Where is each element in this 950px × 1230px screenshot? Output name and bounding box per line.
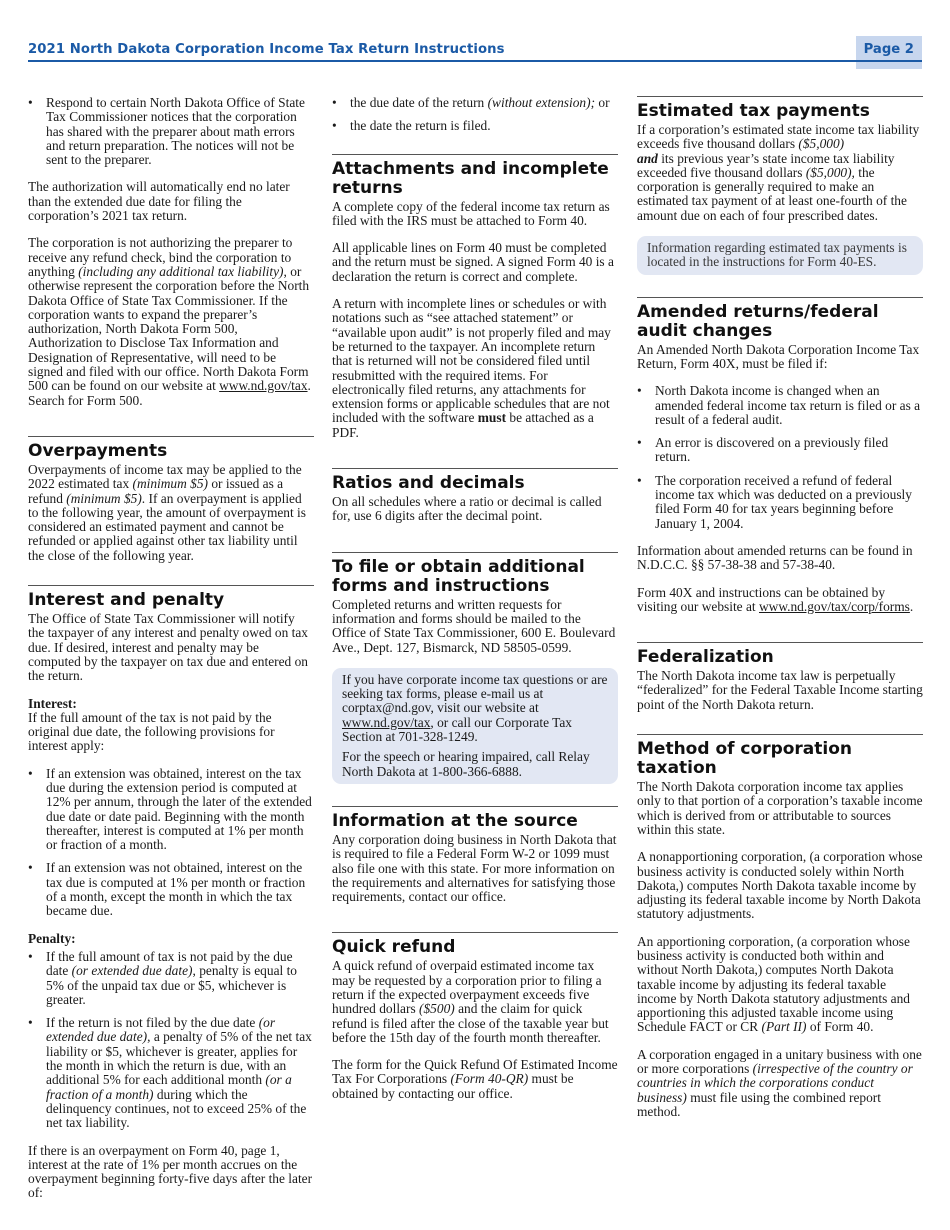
amended-form-paragraph xyxy=(637,586,923,615)
interest-subheading: Interest: xyxy=(28,695,77,711)
quick-refund-paragraph-1 xyxy=(332,959,618,1045)
corp-forms-link[interactable]: www.nd.gov/tax/corp/forms xyxy=(759,598,910,614)
amended-info-paragraph: Information about amended returns can be found in N.D.C.C. §§ 57-38-38 and 57-38-40. xyxy=(637,542,913,573)
text: An apportioning corporation, (a corporation whose business activity is conducted both within and without North Dakota,) computes North Dakota taxable income by adjusting its federal taxable income by North Dakota statutory adjustments and apportioning this adjusted taxable income using Schedule FACT or CR xyxy=(637,933,910,1035)
emphasis: (Form 40-QR) xyxy=(450,1071,529,1087)
attachments-paragraph-2: All applicable lines on Form 40 must be completed and the return must be signed. A signed Form 40 is a declaration the return is correct and complete. xyxy=(332,240,614,284)
emphasis: (without extension); xyxy=(487,95,596,110)
method-paragraph-2: A nonapportioning corporation, (a corporation whose business activity is conducted solely within North Dakota,) computes North Dakota taxable income by adjusting its federal taxable income by North Dakota statutory adjustments. xyxy=(637,849,923,922)
list-item: • the date the return is filed. xyxy=(332,119,618,133)
list-item: • North Dakota income is changed when an amended federal income tax return is filed or as a result of a federal audit. xyxy=(637,384,923,427)
estimated-tax-note-box xyxy=(637,236,923,275)
list-item: • An error is discovered on a previously filed return. xyxy=(637,436,923,465)
emphasis: (Part II) xyxy=(761,1019,807,1035)
page-header xyxy=(28,36,922,66)
text: and the claim for quick refund is filed after the close of the taxable year but before the 15th day of the fourth month thereafter. xyxy=(332,1001,609,1045)
text: must be obtained by contacting our office. xyxy=(332,1071,574,1101)
emphasis: (minimum $5) xyxy=(132,476,208,492)
text: If the full amount of tax is not paid by the due date xyxy=(46,948,293,979)
emphasis: (or a fraction of a month) xyxy=(46,1072,292,1102)
interest-list xyxy=(28,767,314,919)
interest-paragraph: If the full amount of the tax is not paid by the original due date, the following provisions for interest apply: xyxy=(28,709,275,754)
emphasis: ($5,000) xyxy=(798,136,845,152)
website-link[interactable]: www.nd.gov/tax xyxy=(219,378,308,394)
method-paragraph-4 xyxy=(637,1048,923,1119)
text: the corporation is generally required to make an estimated tax payment of at least one-fourth of the amount due on each of four prescribed dates. xyxy=(637,164,907,223)
bold-text: must xyxy=(477,410,507,426)
interest-penalty-heading: Interest and penalty xyxy=(28,585,314,610)
method-taxation-heading: Method of corporation taxation xyxy=(637,734,923,778)
column-2 xyxy=(332,96,618,1114)
method-paragraph-3 xyxy=(637,935,923,1035)
amended-intro-paragraph: An Amended North Dakota Corporation Income Tax Return, Form 40X, must be filed if: xyxy=(637,341,920,371)
information-source-heading: Information at the source xyxy=(332,806,618,831)
text: If you have corporate income tax questions or are seeking tax forms, please e-mail us at corptax@nd.gov, visit our website at xyxy=(342,671,608,716)
contact-paragraph xyxy=(342,673,608,744)
text: , or call our Corporate Tax Section at 701-328-1249. xyxy=(342,714,573,745)
text: . Search for Form 500. xyxy=(28,378,311,408)
text: Overpayments of income tax may be applied to the 2022 estimated tax xyxy=(28,461,302,492)
text: the due date of the return xyxy=(350,95,488,110)
text: Form 40X and instructions can be obtained by visiting our website at xyxy=(637,584,886,614)
document-title: 2021 North Dakota Corporation Income Tax Return Instructions xyxy=(28,42,505,57)
list-item: • Respond to certain North Dakota Office of State Tax Commissioner notices that the corporation has shared with the preparer about math errors and return preparation. The notices will not be sent to the preparer. xyxy=(28,96,314,167)
page-number-tab xyxy=(856,36,922,69)
text: its previous year’s state income tax liability exceeded five thousand dollars xyxy=(637,150,895,180)
emphasis: (minimum $5) xyxy=(66,490,142,506)
quick-refund-heading: Quick refund xyxy=(332,932,618,957)
emphasis: (including any additional tax liability) xyxy=(78,263,284,279)
text: must file using the combined report method. xyxy=(637,1089,881,1119)
text: of Form 40. xyxy=(806,1019,874,1035)
header-rule xyxy=(28,60,922,62)
information-source-paragraph: Any corporation doing business in North Dakota that is required to file a Federal Form W-2 or 1099 must also file one with this state. For more information on the requirements and alternatives for satisfying those requirements, contact our office. xyxy=(332,831,617,905)
federalization-heading: Federalization xyxy=(637,642,923,667)
page-number: Page 2 xyxy=(863,42,914,57)
bold-emphasis: and xyxy=(637,150,658,166)
attachments-paragraph-3 xyxy=(332,297,618,440)
emphasis: ($5,000), xyxy=(805,164,855,180)
relay-paragraph: For the speech or hearing impaired, call Relay North Dakota at 1-800-366-6888. xyxy=(342,749,590,779)
quick-refund-paragraph-2 xyxy=(332,1058,618,1101)
list-item xyxy=(28,950,314,1007)
overpayments-paragraph xyxy=(28,463,314,563)
list-item: • The corporation received a refund of federal income tax which was deducted on a previously filed Form 40 for tax years beginning before January 1, 2004. xyxy=(637,474,923,531)
emphasis: ($500) xyxy=(419,1001,455,1017)
text: A return with incomplete lines or schedules or with notations such as “see attached statement” or “available upon audit” is not properly filed and may be returned to the taxpayer. An incomplete return that is returned will not be considered filed until resubmitted with the required items. For electronically filed returns, any attachments for extension forms or applicable schedules that are not included with the software xyxy=(332,296,611,426)
attachments-heading: Attachments and incomplete returns xyxy=(332,154,618,198)
column-1 xyxy=(28,96,314,1214)
text: , penalty is equal to 5% of the unpaid tax due or $5, whichever is greater. xyxy=(46,963,297,1007)
text: A quick refund of overpaid estimated income tax may be requested by a corporation prior to filing a return if the expected overpayment exceeds five hundred dollars xyxy=(332,958,602,1017)
column-3 xyxy=(637,96,923,1132)
emphasis: (or extended due date) xyxy=(46,1015,276,1045)
text: , a penalty of 5% of the net tax liability or $5, whichever is greater, applies for the month in which the return is due, with an additional 5% for each additional month xyxy=(46,1029,312,1088)
later-of-list xyxy=(332,96,618,134)
list-item xyxy=(28,1016,314,1130)
ratios-paragraph: On all schedules where a ratio or decimal is called for, use 6 digits after the decimal point. xyxy=(332,494,602,524)
text: . If an overpayment is applied to the following year, the amount of overpayment is considered an estimated payment and cannot be refunded or applied against other tax liability until the close of the following year. xyxy=(28,490,306,563)
list-item: • If an extension was not obtained, interest on the tax due is computed at 1% per month or fraction of a month, except the month in which the tax became due. xyxy=(28,861,314,918)
amended-returns-heading: Amended returns/federal audit changes xyxy=(637,297,923,341)
text: or issued as a refund xyxy=(28,476,284,506)
ratios-heading: Ratios and decimals xyxy=(332,468,618,493)
text: If the return is not filed by the due date xyxy=(46,1015,259,1031)
estimated-tax-note: Information regarding estimated tax payments is located in the instructions for Form 40-ES. xyxy=(647,240,907,270)
to-file-paragraph: Completed returns and written requests for information and forms should be mailed to the Office of State Tax Commissioner, 600 E. Boulevard Ave., Dept. 127, Bismarck, ND 58505-0599. xyxy=(332,596,616,655)
preparer-authorization-list xyxy=(28,96,314,167)
overpayment-interest-paragraph: If there is an overpayment on Form 40, page 1, interest at the rate of 1% per month accrues on the overpayment beginning forty-five days after the later of: xyxy=(28,1142,313,1201)
attachments-paragraph-1: A complete copy of the federal income tax return as filed with the IRS must be attached to Form 40. xyxy=(332,198,610,228)
text: during which the delinquency continues, not to exceed 25% of the net tax liability. xyxy=(46,1086,307,1131)
text: be attached as a PDF. xyxy=(332,410,594,440)
list-item: • If an extension was obtained, interest on the tax due during the extension period is computed at 12% per annum, through the later of the extended due date or date paid. Beginning with the month thereafter, interest is computed at 1% per month or fraction of a month. xyxy=(28,767,314,853)
website-link[interactable]: www.nd.gov/tax xyxy=(342,714,431,730)
amended-list xyxy=(637,384,923,531)
text: or xyxy=(595,95,610,110)
text: A corporation engaged in a unitary business with one or more corporations xyxy=(637,1046,922,1077)
to-file-heading: To file or obtain additional forms and instructions xyxy=(332,552,618,596)
penalty-subheading: Penalty: xyxy=(28,930,76,946)
text: The corporation is not authorizing the preparer to receive any refund check, bind the corporation to anything xyxy=(28,235,293,279)
authorization-end-paragraph: The authorization will automatically end no later than the extended due date for filing the corporation’s 2021 tax return. xyxy=(28,179,290,224)
emphasis: (or extended due date) xyxy=(71,963,193,979)
text: The form for the Quick Refund Of Estimated Income Tax For Corporations xyxy=(332,1057,618,1087)
overpayments-heading: Overpayments xyxy=(28,436,314,461)
method-paragraph-1: The North Dakota corporation income tax applies only to that portion of a corporation’s taxable income which is derived from or attributable to sources within this state. xyxy=(637,779,923,837)
list-item xyxy=(332,96,618,110)
estimated-tax-heading: Estimated tax payments xyxy=(637,96,923,121)
estimated-tax-paragraph xyxy=(637,123,923,223)
text: . xyxy=(909,598,914,614)
text: , or otherwise represent the corporation before the North Dakota Office of State Tax Commissioner. If the corporation wants to expand the preparer’s authorization, North Dakota Form 500, Authorization to Disclose Tax Information and Designation of Representative, will need to be signed and filed with our office. North Dakota Form 500 can be found on our website at xyxy=(28,263,310,394)
emphasis: (irrespective of the country or countries in which the corporations conduct business) xyxy=(637,1061,913,1105)
not-authorizing-paragraph xyxy=(28,236,314,408)
text: If a corporation’s estimated state income tax liability exceeds five thousand dollars xyxy=(637,122,920,152)
penalty-list xyxy=(28,950,314,1131)
federalization-paragraph: The North Dakota income tax law is perpetually “federalized” for the Federal Taxable Income starting point of the North Dakota return. xyxy=(637,668,923,712)
contact-info-box xyxy=(332,668,618,784)
interest-intro-paragraph: The Office of State Tax Commissioner will notify the taxpayer of any interest and penalty owed on tax due. If desired, interest and penalty may be computed by the taxpayer on tax due and entered on the return. xyxy=(28,611,308,684)
